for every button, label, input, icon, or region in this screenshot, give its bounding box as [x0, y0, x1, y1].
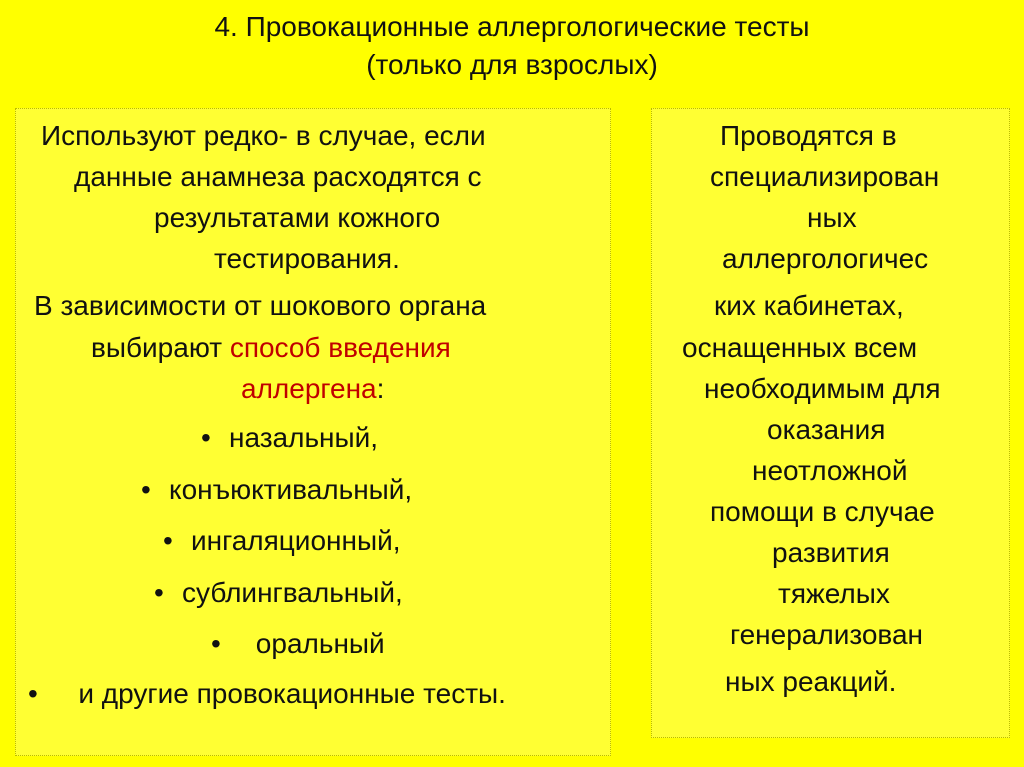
organ-text-line: В зависимости от шокового органа — [34, 290, 487, 321]
list-item-label: назальный, — [229, 422, 379, 453]
right-text-line: тяжелых — [778, 578, 890, 609]
route-highlight: способ введения — [229, 332, 451, 363]
right-panel — [651, 108, 1010, 738]
title-line-2: (только для взрослых) — [366, 49, 658, 80]
bullet-icon: • — [28, 678, 38, 709]
organ-text-line — [241, 372, 384, 406]
usage-text-line: Используют редко- в случае, если — [41, 120, 486, 151]
bullet-icon: • — [163, 525, 173, 556]
colon: : — [376, 373, 385, 404]
right-text-line: необходимым для — [704, 373, 941, 404]
list-item — [163, 524, 401, 558]
list-item — [141, 473, 412, 507]
right-text-line: ных реакций. — [725, 666, 897, 697]
right-text-line: генерализован — [730, 619, 924, 650]
title-line-1: 4. Провокационные аллергологические тесты — [214, 11, 810, 42]
usage-text-line: тестирования. — [214, 243, 400, 274]
organ-text-plain: выбирают — [91, 332, 230, 363]
right-text-line: Проводятся в — [720, 120, 897, 151]
bullet-icon: • — [211, 628, 221, 659]
slide-title — [0, 8, 1024, 84]
right-text-line: специализирован — [710, 161, 940, 192]
list-item-label: сублингвальный, — [182, 577, 403, 608]
usage-text-line: результатами кожного — [154, 202, 441, 233]
right-text-line: аллергологичес — [722, 243, 929, 274]
usage-text-line: данные анамнеза расходятся с — [74, 161, 482, 192]
list-item-label: и другие провокационные тесты. — [78, 678, 506, 709]
list-item — [211, 627, 385, 661]
right-text-line: развития — [772, 537, 890, 568]
list-item — [154, 576, 403, 610]
right-text-line: помощи в случае — [710, 496, 935, 527]
right-text-line: ких кабинетах, — [714, 290, 904, 321]
right-text-line: оснащенных всем — [682, 332, 918, 363]
list-item-label: конъюктивальный, — [169, 474, 413, 505]
list-item — [28, 677, 506, 711]
bullet-icon: • — [154, 577, 164, 608]
organ-text-line — [91, 331, 451, 365]
right-text-line: оказания — [767, 414, 886, 445]
right-text-line: ных — [807, 202, 857, 233]
list-item — [201, 421, 378, 455]
list-item-label: ингаляционный, — [191, 525, 401, 556]
allergen-highlight: аллергена — [241, 373, 377, 404]
list-item-label: оральный — [255, 628, 385, 659]
bullet-icon: • — [141, 474, 151, 505]
left-panel — [15, 108, 611, 756]
right-text-line: неотложной — [752, 455, 908, 486]
bullet-icon: • — [201, 422, 211, 453]
